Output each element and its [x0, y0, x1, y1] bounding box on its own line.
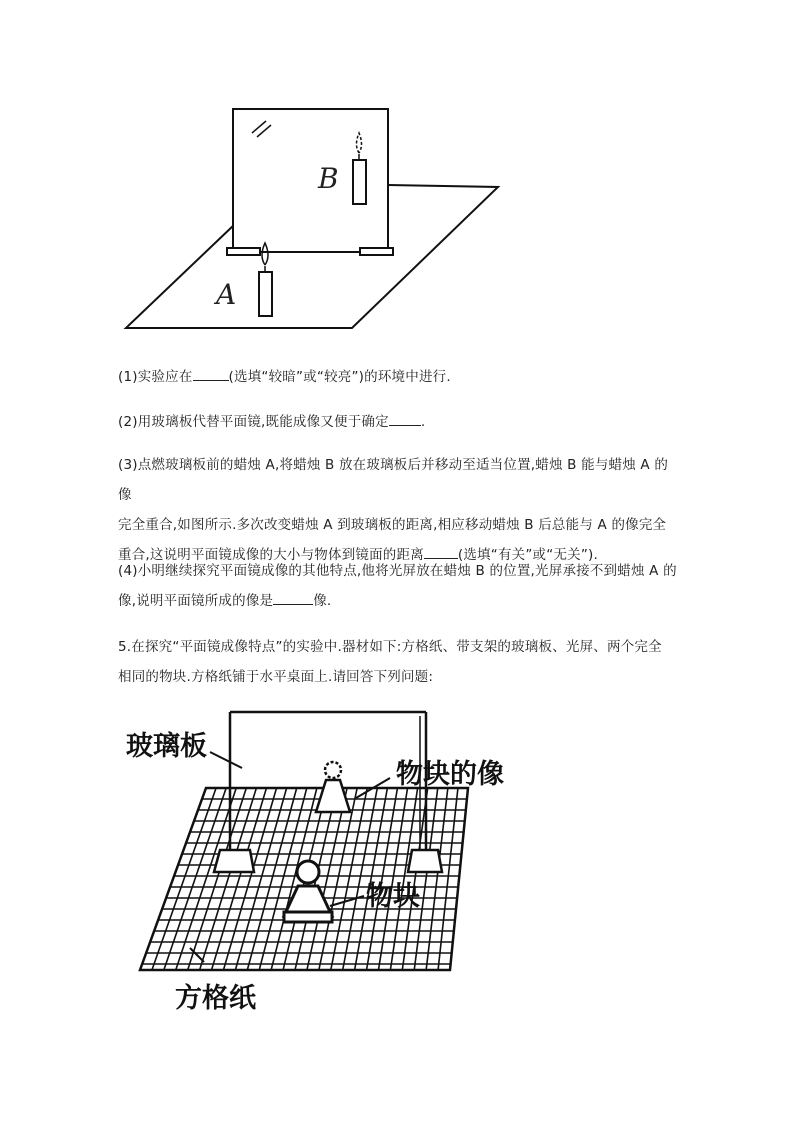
- candle-a: [259, 272, 272, 316]
- question-1: (1)实验应在 (选填“较暗”或“较亮”)的环境中进行.: [118, 369, 451, 385]
- question-3: [118, 450, 678, 570]
- right-glass-support: [408, 850, 442, 872]
- question-4-line-1: (4)小明继续探究平面镜成像的其他特点,他将光屏放在蜡烛 B 的位置,光屏承接不到蜡烛 A 的: [118, 563, 677, 579]
- question-3-line-2: 完全重合,如图所示.多次改变蜡烛 A 到玻璃板的距离,相应移动蜡烛 B 后总能与 A 的像完全: [118, 517, 667, 533]
- question-3-line-1: (3)点燃玻璃板前的蜡烛 A,将蜡烛 B 放在玻璃板后并移动至适当位置,蜡烛 B 能与蜡烛 A 的像: [118, 457, 669, 503]
- candle-glass-figure: [120, 100, 505, 335]
- answer-blank-2[interactable]: [389, 412, 421, 426]
- left-support: [227, 248, 260, 255]
- question-5-line-1: 5.在探究“平面镜成像特点”的实验中.器材如下:方格纸、带支架的玻璃板、光屏、两个完全: [118, 639, 662, 655]
- right-support: [360, 248, 393, 255]
- label-grid-paper: 方格纸: [175, 983, 256, 1014]
- label-a: A: [216, 278, 237, 311]
- question-4-line-2: 像,说明平面镜所成的像是 像.: [118, 593, 332, 609]
- left-glass-support: [214, 850, 254, 872]
- candle-b: [353, 160, 366, 204]
- label-glass-plate: 玻璃板: [126, 731, 207, 762]
- answer-blank-4[interactable]: [273, 591, 313, 605]
- question-5: [118, 632, 678, 692]
- label-block: 物块: [366, 881, 420, 912]
- question-4: [118, 556, 678, 616]
- question-2: (2)用玻璃板代替平面镜,既能成像又便于确定 .: [118, 414, 426, 430]
- label-b: B: [318, 162, 339, 195]
- answer-blank-1[interactable]: [193, 367, 229, 381]
- glass-pointer-line: [210, 752, 242, 768]
- question-5-line-2: 相同的物块.方格纸铺于水平桌面上.请回答下列问题:: [118, 669, 434, 685]
- label-block-image: 物块的像: [396, 759, 504, 790]
- question-3-line-3: 重合,这说明平面镜成像的大小与物体到镜面的距离 (选填“有关”或“无关”).: [118, 547, 598, 563]
